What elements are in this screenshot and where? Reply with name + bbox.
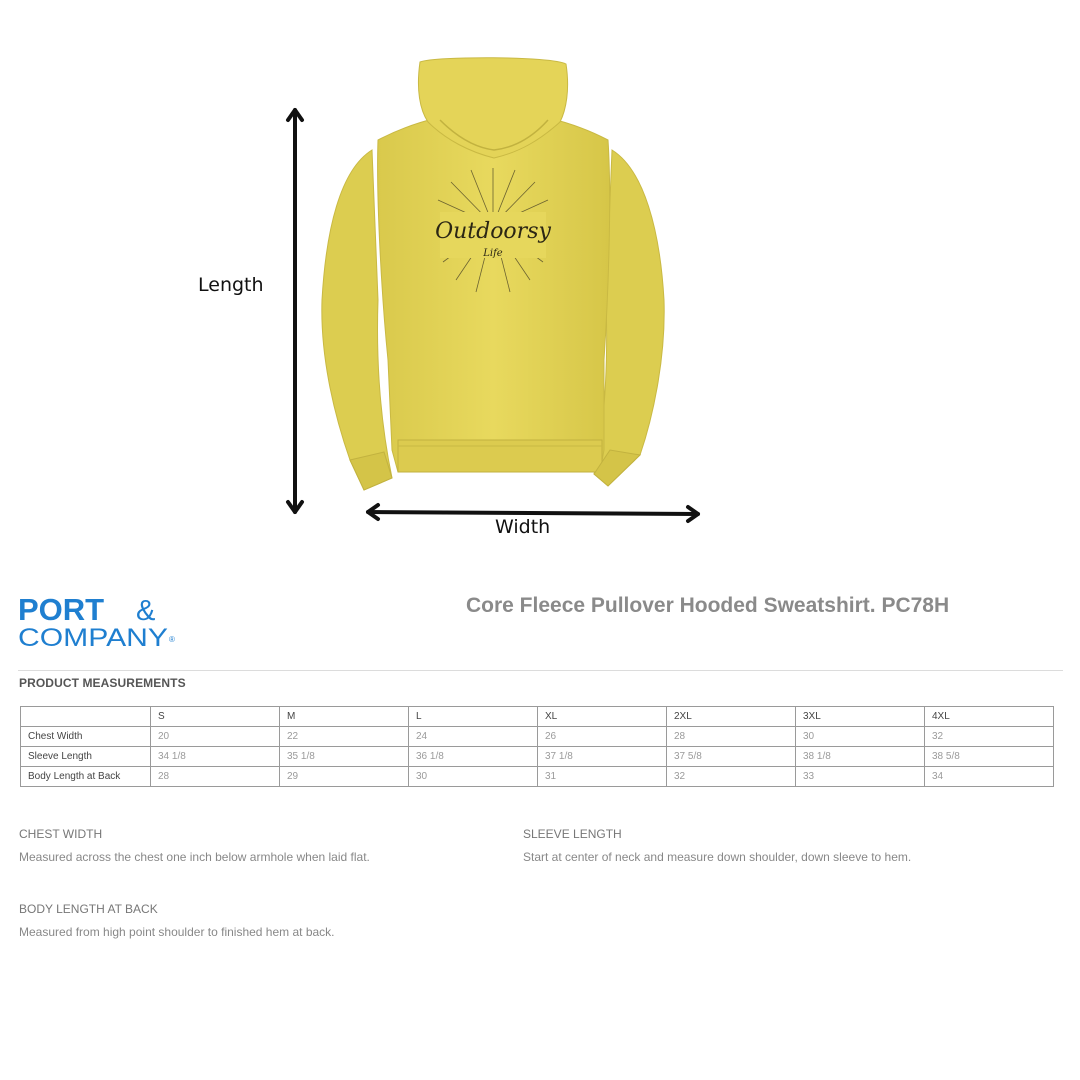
header-divider (18, 670, 1063, 671)
table-row (21, 727, 1054, 747)
size-header: M (280, 707, 409, 727)
port-company-logo (18, 594, 188, 654)
body-length-description: Measured from high point shoulder to finished hem at back. (19, 925, 335, 939)
row-label: Sleeve Length (21, 747, 151, 767)
table-cell: 30 (409, 767, 538, 787)
table-cell: 35 1/8 (280, 747, 409, 767)
table-cell: 28 (667, 727, 796, 747)
size-header: XL (538, 707, 667, 727)
table-cell: 37 5/8 (667, 747, 796, 767)
table-cell: 37 1/8 (538, 747, 667, 767)
table-cell: 34 (925, 767, 1054, 787)
length-label: Length (198, 274, 264, 296)
table-header-row (21, 707, 1054, 727)
print-sub-text: Life (483, 248, 503, 259)
table-cell: 36 1/8 (409, 747, 538, 767)
sleeve-length-description: Start at center of neck and measure down shoulder, down sleeve to hem. (523, 850, 912, 864)
width-label: Width (495, 516, 551, 538)
print-script-text: Outdoorsy (435, 219, 551, 244)
table-cell: 38 1/8 (796, 747, 925, 767)
table-cell: 24 (409, 727, 538, 747)
table-cell: 26 (538, 727, 667, 747)
table-cell: 32 (925, 727, 1054, 747)
product-title: Core Fleece Pullover Hooded Sweatshirt. PC78H (466, 594, 950, 617)
table-cell: 33 (796, 767, 925, 787)
table-cell: 32 (667, 767, 796, 787)
table-cell: 22 (280, 727, 409, 747)
table-row (21, 747, 1054, 767)
svg-text:®: ® (169, 635, 175, 644)
section-title: PRODUCT MEASUREMENTS (19, 676, 186, 690)
size-header: 4XL (925, 707, 1054, 727)
size-header: S (151, 707, 280, 727)
chest-width-heading: CHEST WIDTH (19, 827, 103, 841)
table-cell: 29 (280, 767, 409, 787)
table-cell: 20 (151, 727, 280, 747)
svg-text:&: & (136, 595, 156, 627)
body-length-heading: BODY LENGTH AT BACK (19, 902, 158, 916)
table-cell: 38 5/8 (925, 747, 1054, 767)
size-header: L (409, 707, 538, 727)
table-corner-cell (21, 707, 151, 727)
length-arrow (288, 110, 302, 512)
row-label: Chest Width (21, 727, 151, 747)
chest-width-description: Measured across the chest one inch below armhole when laid flat. (19, 850, 370, 864)
hoodie-illustration (322, 58, 664, 490)
table-cell: 34 1/8 (151, 747, 280, 767)
svg-text:COMPANY: COMPANY (18, 624, 169, 652)
size-header: 2XL (667, 707, 796, 727)
size-header: 3XL (796, 707, 925, 727)
table-cell: 28 (151, 767, 280, 787)
table-cell: 31 (538, 767, 667, 787)
table-cell: 30 (796, 727, 925, 747)
measurements-table (20, 706, 1054, 787)
row-label: Body Length at Back (21, 767, 151, 787)
table-row (21, 767, 1054, 787)
sleeve-length-heading: SLEEVE LENGTH (523, 827, 622, 841)
svg-text:PORT: PORT (18, 594, 105, 627)
